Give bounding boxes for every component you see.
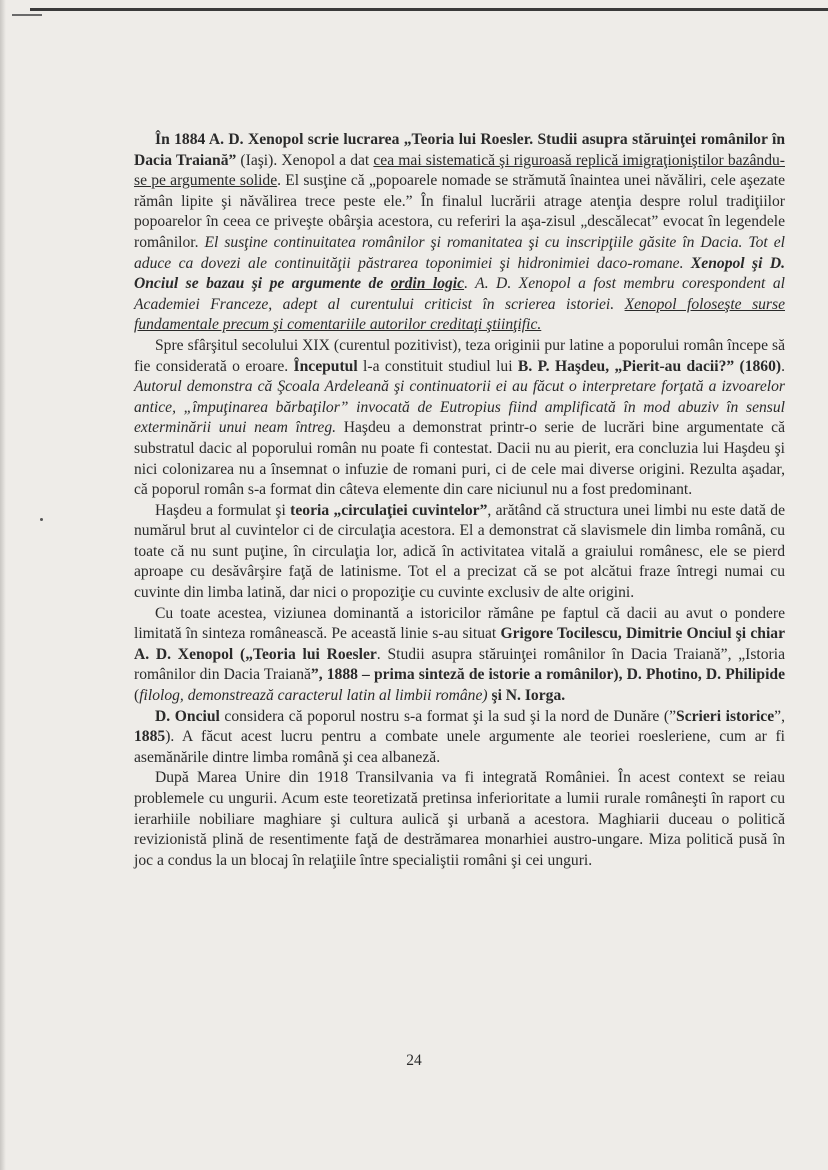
text-run: Autorul demonstra că Şcoala Ardeleană şi continuatorii ei au făcut o interpretare forţată a izvoarelor antice, „împuţinarea bărbaţilor” invocată de Eutropius fiind amplificată în mod abuziv în sensul exterminării unui neam întreg. — [134, 378, 785, 437]
paragraph-circulatia-cuvintelor — [134, 501, 785, 604]
paragraph-marea-unire — [134, 768, 785, 871]
text-run: În 1884 A. D. Xenopol scrie lucrarea „Teoria lui Roesler. Studii asupra stăruinţei românilor în Dacia Traiană” — [134, 131, 785, 169]
text-run: . A. D. Xenopol a fost membru corespondent al Academiei Franceze, adept al curentului criticist în scrierea istoriei. — [134, 275, 785, 313]
text-run: El susţine continuitatea românilor şi romanitatea şi cu inscripţiile găsite în Dacia. Tot el aduce ca dovezi ale continuităţii păstrarea toponimiei şi hidronimiei daco-romane. — [134, 233, 785, 272]
paragraph-hasdeu-dacii — [134, 336, 785, 501]
text-run: Scrieri istorice — [676, 707, 775, 725]
text-run: 1885 — [134, 728, 166, 746]
text-run: ”, 1888 – prima sinteză de istorie a românilor), D. Photino, D. Philipide — [310, 666, 785, 684]
paragraph-xenopol — [134, 130, 785, 336]
page-number: 24 — [406, 1052, 422, 1069]
text-run: ordin logic — [390, 275, 465, 293]
text-run: Începutul — [293, 357, 358, 375]
text-run: cea mai sistematică şi riguroasă replică imigraţioniştilor bazându-se pe argumente solide — [134, 151, 785, 190]
text-run: teoria „circulaţiei cuvintelor” — [290, 501, 488, 519]
text-run: ( — [134, 687, 140, 705]
text-run: . El susţine că „popoarele nomade se strămută înaintea unei năvăliri, cele aşezate rămân lipite şi năvălirea trece peste ele.” În finalul lucrării atrage atenţia despre rolul tradiţiilor popoarelor în ceea ce priveşte obârşia acestora, cu referiri la aşa-zisul „descălecat” evocat în legendele românilor. — [134, 172, 785, 251]
scan-speck — [40, 518, 43, 521]
text-run: Cu toate acestea, viziunea dominantă a istoricilor rămâne pe faptul că dacii au avut o pondere limitată în sinteza românească. Pe această linie s-au situat — [134, 604, 785, 643]
text-run: l-a constituit studiul lui — [357, 357, 518, 375]
paragraph-viziunea-dominanta — [134, 604, 785, 707]
scan-corner-mark — [12, 14, 42, 16]
text-run: Xenopol foloseşte surse fundamentale precum şi comentariile autorilor creditaţi ştiinţific. — [134, 295, 785, 334]
text-run: Spre sfârşitul secolului XIX (curentul pozitivist), teza originii pur latine a poporului român începe să fie considerată o eroare. — [134, 336, 785, 375]
text-run: (Iaşi). Xenopol a dat — [236, 151, 374, 169]
text-run: . Studii asupra stăruinţei românilor în Dacia Traiană”, „Istoria românilor din Dacia Traiană — [134, 645, 785, 684]
text-run: Haşdeu a formulat şi — [155, 501, 291, 519]
text-run: Haşdeu a demonstrat printr-o serie de lucrări bine argumentate că substratul dacic al poporului român nu poate fi contestat. Dacii nu au pierit, era concluzia lui Haşdeu şi nici colonizarea nu a însemnat o infuzie de romani puri, ci de cele mai diverse origini. Rezulta aşadar, că poporul român s-a format din câteva elemente din care niciunul nu a fost predominant. — [134, 419, 785, 499]
text-run: , arătând că structura unei limbi nu este dată de numărul brut al cuvintelor ci de circulaţia acestora. El a demonstrat că slavismele din limba română, cu toate că nu sunt puţine, în circulaţia lor, adică în activitatea vitală a graiului românesc, ele se pierd aproape cu desăvârşire faţă de latinisme. Tot el a precizat că se pot alcătui fraze întregi numai cu cuvinte din limba latină, dar nici o propoziţie cu cuvinte exclusiv de alte origini. — [134, 501, 785, 602]
text-run: şi N. Iorga. — [491, 687, 566, 705]
page-body — [134, 130, 785, 871]
text-run: filolog, demonstrează caracterul latin al limbii române) — [139, 687, 488, 705]
text-run: ). A făcut acest lucru pentru a combate unele argumente ale teoriei roesleriene, cum ar fi asemănările dintre limba română şi cea albaneză. — [134, 728, 785, 766]
scan-top-border — [30, 8, 828, 11]
text-run: După Marea Unire din 1918 Transilvania va fi integrată României. În acest context se reiau problemele cu ungurii. Acum este teoretizată pretinsa inferioritate a lumii rurale româneşti în raport cu ierarhiile nobiliare maghiare şi cultura aulică şi urbană a acestora. Maghiarii duceau o politică revizionistă plină de resentimente faţă de destrămarea monarhiei austro-ungare. Miza politică pusă în joc a condus la un blocaj în relaţiile între specialiştii români şi cei unguri. — [134, 769, 785, 869]
text-run: B. P. Haşdeu, „Pierit-au dacii?” (1860) — [517, 357, 782, 375]
text-run: Xenopol şi D. Onciul se bazau şi pe argumente de — [134, 254, 785, 293]
scan-left-shadow — [0, 0, 6, 1170]
paragraph-onciul — [134, 707, 785, 769]
text-run: D. Onciul — [155, 707, 220, 725]
text-run: Grigore Tocilescu, Dimitrie Onciul şi chiar A. D. Xenopol („Teoria lui Roesler — [134, 625, 785, 663]
text-run: ”, — [774, 707, 785, 725]
text-run: . — [781, 357, 785, 375]
text-run: considera că poporul nostru s-a format şi la sud şi la nord de Dunăre (” — [219, 707, 677, 725]
